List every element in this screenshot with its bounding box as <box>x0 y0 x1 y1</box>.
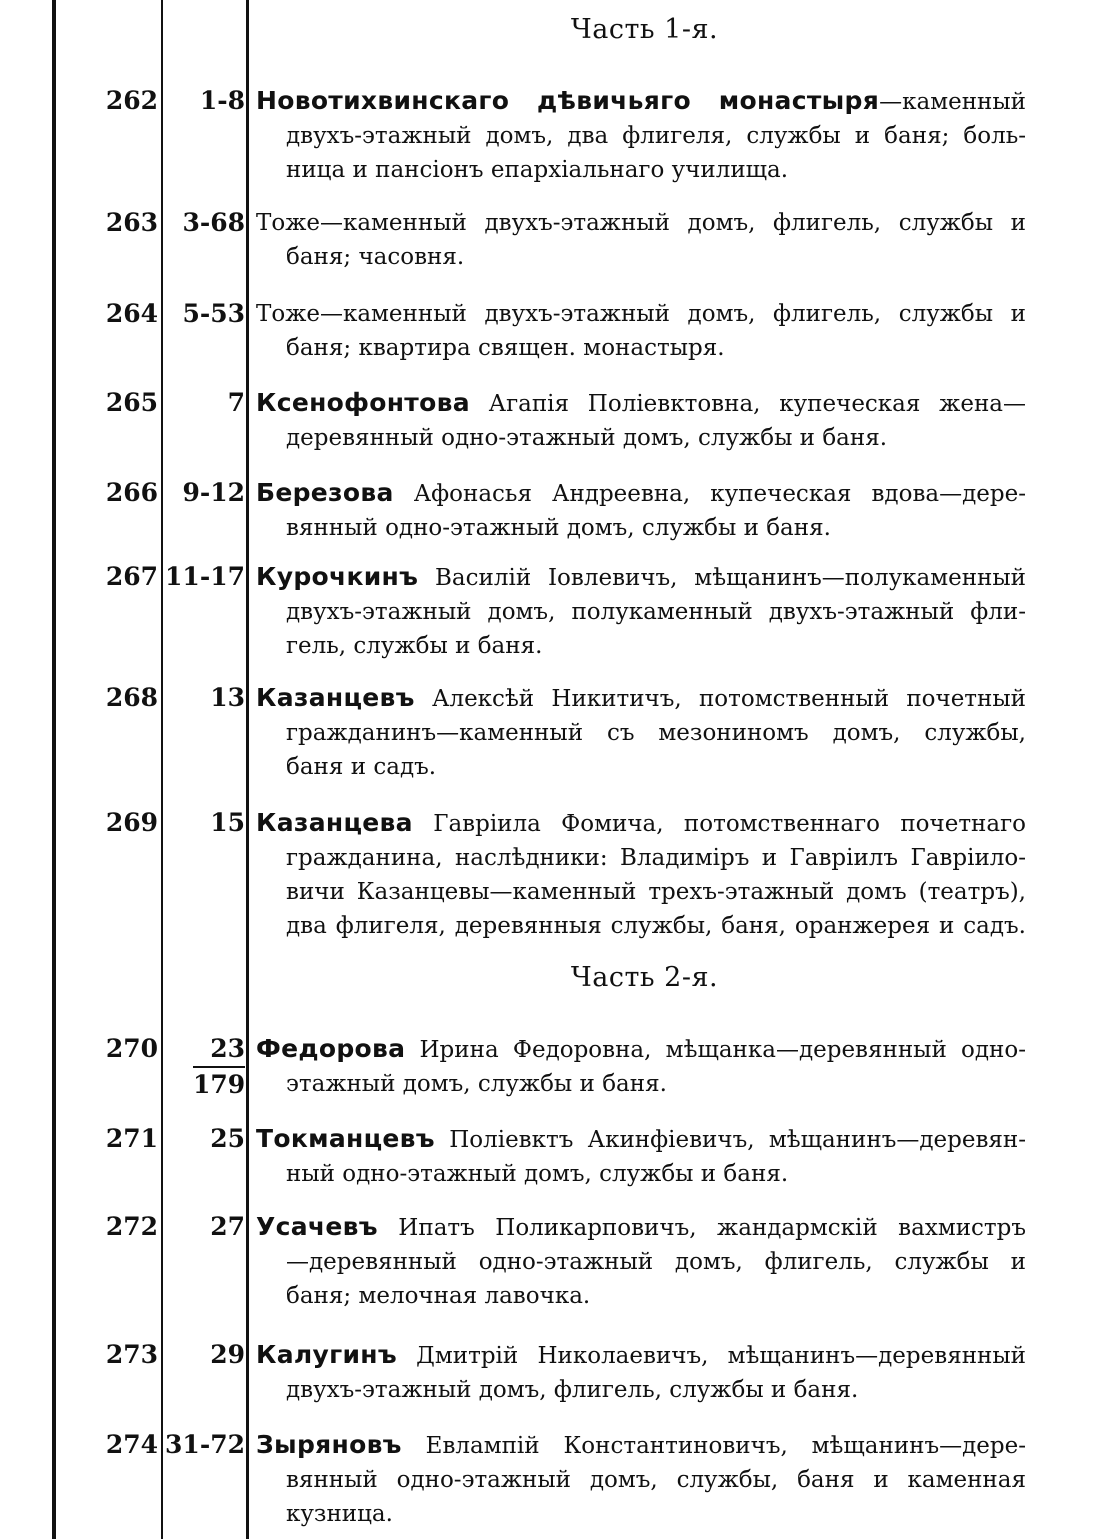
entry-line: вичи Казанцевы—каменный трехъ-этажный домъ (театръ), <box>286 879 1026 905</box>
entry-line: Калугинъ Дмитрій Николаевичъ, мѣщанинъ—деревянный <box>256 1340 1026 1369</box>
house-number-denominator: 179 <box>193 1066 245 1102</box>
owner-name: Зыряновъ <box>256 1430 402 1459</box>
entry-number: 270 <box>105 1034 158 1063</box>
entry-text <box>256 560 1026 663</box>
owner-name: Федорова <box>256 1034 406 1063</box>
owner-name: Курочкинъ <box>256 562 419 591</box>
entry-line: двухъ-этажный домъ, два флигеля, службы и баня; боль- <box>286 123 1026 149</box>
house-number: 25 <box>210 1124 245 1153</box>
owner-name: Казанцева <box>256 808 413 837</box>
right-column-rule <box>246 0 249 1539</box>
house-number: 9-12 <box>182 478 245 507</box>
section-heading-part-1: Часть 1-я. <box>570 14 719 45</box>
entry-line: баня; мелочная лавочка. <box>286 1283 591 1309</box>
house-number: 15 <box>210 808 245 837</box>
house-number: 31-72 <box>165 1430 245 1459</box>
entry-line: кузница. <box>286 1501 393 1527</box>
house-number: 1-8 <box>199 86 245 115</box>
entry-line: вянный одно-этажный домъ, службы и баня. <box>286 515 831 541</box>
entry-line: баня и садъ. <box>286 754 437 780</box>
entry-line: Курочкинъ Василій Іовлевичъ, мѣщанинъ—полукаменный <box>256 562 1026 591</box>
entry-line: —деревянный одно-этажный домъ, флигель, службы и <box>286 1249 1026 1275</box>
entry-number: 262 <box>105 86 158 115</box>
entry-line: Усачевъ Ипатъ Поликарповичъ, жандармскій вахмистръ <box>256 1212 1026 1241</box>
owner-name: Новотихвинскаго дѣвичьяго монастыря <box>256 86 880 115</box>
entry-line: двухъ-этажный домъ, полукаменный двухъ-этажный фли- <box>286 599 1026 625</box>
section-heading-part-2: Часть 2-я. <box>570 962 719 993</box>
entry-number: 269 <box>105 808 158 837</box>
entry-number: 267 <box>105 562 158 591</box>
entry-line: ница и пансіонъ епархіальнаго училища. <box>286 157 789 183</box>
owner-name: Березова <box>256 478 394 507</box>
entry-text <box>256 681 1026 784</box>
entry-text <box>256 806 1026 943</box>
entry-number: 264 <box>105 299 158 328</box>
house-number: 13 <box>210 683 245 712</box>
entry-line: гражданинъ—каменный съ мезониномъ домъ, службы, <box>286 720 1026 746</box>
house-number <box>163 1032 245 1102</box>
entry-text <box>256 206 1026 274</box>
entry-number: 272 <box>105 1212 158 1241</box>
entry-line: Новотихвинскаго дѣвичьяго монастыря—каменный <box>256 86 1026 115</box>
entry-line: гражданина, наслѣдники: Владиміръ и Гавріилъ Гавріило- <box>286 845 1026 871</box>
entry-text <box>256 297 1026 365</box>
entry-text <box>256 1210 1026 1313</box>
entry-number: 268 <box>105 683 158 712</box>
entry-line: Казанцева Гавріила Фомича, потомственнаго почетнаго <box>256 808 1026 837</box>
entry-number: 271 <box>105 1124 158 1153</box>
entry-text <box>256 386 1026 455</box>
entry-number: 263 <box>105 208 158 237</box>
entry-line: Казанцевъ Алексѣй Никитичъ, потомственный почетный <box>256 683 1026 712</box>
entry-line: два флигеля, деревянныя службы, баня, оранжерея и садъ. <box>286 913 1026 939</box>
entry-text <box>256 476 1026 545</box>
entry-line: Тоже—каменный двухъ-этажный домъ, флигель, службы и <box>256 301 1026 327</box>
entry-line: ный одно-этажный домъ, службы и баня. <box>286 1161 789 1187</box>
entry-text <box>256 1428 1026 1531</box>
entry-text <box>256 84 1026 187</box>
house-number: 7 <box>227 388 245 417</box>
entry-number: 273 <box>105 1340 158 1369</box>
entry-line: Ксенофонтова Агапія Поліевктовна, купеческая жена— <box>256 388 1026 417</box>
entry-line: Тоже—каменный двухъ-этажный домъ, флигель, службы и <box>256 210 1026 236</box>
owner-name: Калугинъ <box>256 1340 397 1369</box>
entry-text <box>256 1338 1026 1407</box>
entry-text <box>256 1032 1026 1101</box>
entry-line: баня; часовня. <box>286 244 465 270</box>
owner-name: Ксенофонтова <box>256 388 470 417</box>
entry-line: двухъ-этажный домъ, флигель, службы и баня. <box>286 1377 859 1403</box>
entry-line: этажный домъ, службы и баня. <box>286 1071 667 1097</box>
house-number: 27 <box>210 1212 245 1241</box>
entry-line: деревянный одно-этажный домъ, службы и баня. <box>286 425 888 451</box>
entry-line: баня; квартира священ. монастыря. <box>286 335 725 361</box>
owner-name: Токманцевъ <box>256 1124 435 1153</box>
left-column-rule <box>52 0 56 1539</box>
owner-name: Усачевъ <box>256 1212 378 1241</box>
house-number: 3-68 <box>182 208 245 237</box>
entry-line: Токманцевъ Поліевктъ Акинфіевичъ, мѣщанинъ—деревян- <box>256 1124 1026 1153</box>
entry-number: 274 <box>105 1430 158 1459</box>
house-number: 5-53 <box>182 299 245 328</box>
house-number: 11-17 <box>165 562 245 591</box>
house-number: 29 <box>210 1340 245 1369</box>
entry-number: 265 <box>105 388 158 417</box>
entry-text <box>256 1122 1026 1191</box>
entry-number: 266 <box>105 478 158 507</box>
owner-name: Казанцевъ <box>256 683 415 712</box>
entry-line: Федорова Ирина Федоровна, мѣщанка—деревянный одно- <box>256 1034 1026 1063</box>
entry-line: гель, службы и баня. <box>286 633 543 659</box>
entry-line: Березова Афонасья Андреевна, купеческая вдова—дере- <box>256 478 1026 507</box>
entry-line: Зыряновъ Евлампій Константиновичъ, мѣщанинъ—дере- <box>256 1430 1026 1459</box>
entry-line: вянный одно-этажный домъ, службы, баня и каменная <box>286 1467 1026 1493</box>
house-number-numerator: 23 <box>210 1034 245 1063</box>
